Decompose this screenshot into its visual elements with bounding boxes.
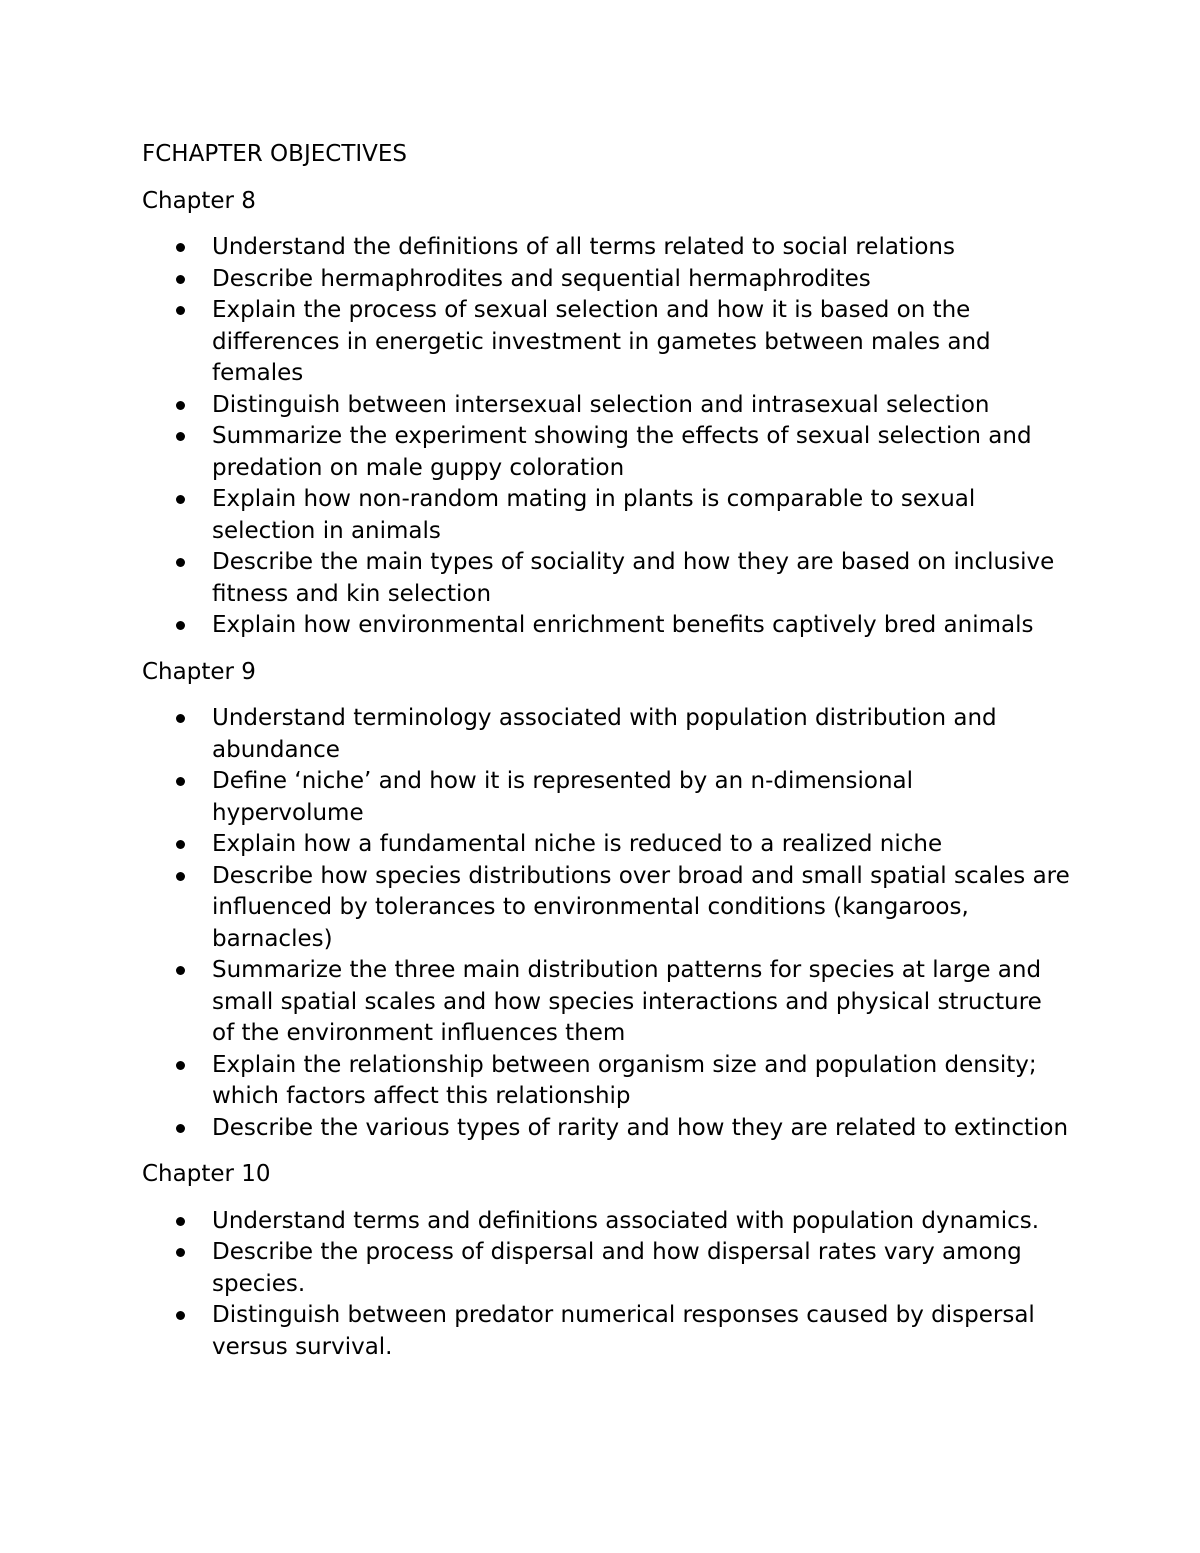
objective-item bbox=[212, 390, 1070, 422]
objectives-list bbox=[142, 703, 1070, 1144]
bullet-icon bbox=[176, 243, 185, 252]
objective-item bbox=[212, 766, 1070, 829]
objective-text: Describe the various types of rarity and how they are related to extinction bbox=[212, 1114, 1069, 1141]
objective-item bbox=[212, 1206, 1070, 1238]
objective-item bbox=[212, 610, 1070, 642]
bullet-icon bbox=[176, 872, 185, 881]
objective-text: Explain how a fundamental niche is reduced to a realized niche bbox=[212, 831, 943, 857]
bullet-icon bbox=[176, 401, 185, 410]
objective-item bbox=[212, 264, 1070, 296]
objective-item bbox=[212, 955, 1070, 1050]
bullet-icon bbox=[176, 306, 185, 315]
chapter-heading: Chapter 8 bbox=[142, 187, 256, 214]
objective-text: Explain how environmental enrichment benefits captively bred animals bbox=[212, 612, 1034, 638]
bullet-icon bbox=[176, 558, 185, 567]
objective-text: Describe how species distributions over broad and small spatial scales are influenced by tolerances to environmental conditions (kangaroos, barnacles) bbox=[212, 862, 1070, 952]
chapter-heading: Chapter 10 bbox=[142, 1161, 271, 1187]
objective-text: Explain the process of sexual selection and how it is based on the differences in energetic investment in gametes between males and females bbox=[212, 297, 991, 386]
objectives-list bbox=[142, 1206, 1070, 1364]
objective-text: Explain the relationship between organism size and population density; which factors affect this relationship bbox=[212, 1051, 1037, 1109]
objective-item bbox=[212, 1113, 1070, 1145]
objective-item bbox=[212, 295, 1070, 390]
objective-text: Summarize the experiment showing the effects of sexual selection and predation on male guppy coloration bbox=[212, 423, 1032, 481]
chapter-heading: Chapter 9 bbox=[142, 658, 256, 685]
bullet-icon bbox=[176, 966, 185, 975]
objective-item bbox=[212, 1300, 1070, 1363]
objective-text: Describe the main types of sociality and how they are based on inclusive fitness and kin selection bbox=[212, 549, 1055, 607]
bullet-icon bbox=[176, 495, 185, 504]
bullet-icon bbox=[176, 432, 185, 441]
bullet-icon bbox=[176, 714, 185, 723]
objective-item bbox=[212, 1237, 1070, 1300]
objective-item bbox=[212, 861, 1070, 956]
bullet-icon bbox=[176, 777, 185, 786]
objective-item bbox=[212, 547, 1070, 610]
objective-text: Understand terminology associated with population distribution and abundance bbox=[212, 705, 997, 763]
bullet-icon bbox=[176, 1061, 185, 1070]
objective-item bbox=[212, 703, 1070, 766]
bullet-icon bbox=[176, 1217, 185, 1226]
objective-text: Describe hermaphrodites and sequential hermaphrodites bbox=[212, 265, 871, 292]
objective-text: Explain how non-random mating in plants is comparable to sexual selection in animals bbox=[212, 486, 976, 544]
bullet-icon bbox=[176, 1124, 185, 1133]
objective-text: Distinguish between predator numerical responses caused by dispersal versus survival. bbox=[212, 1302, 1035, 1360]
objective-item bbox=[212, 232, 1070, 264]
objective-text: Understand the definitions of all terms related to social relations bbox=[212, 234, 955, 260]
objective-text: Define ‘niche’ and how it is represented by an n-dimensional hypervolume bbox=[212, 768, 914, 826]
objective-text: Distinguish between intersexual selection and intrasexual selection bbox=[212, 391, 990, 418]
bullet-icon bbox=[176, 275, 185, 284]
objective-item bbox=[212, 484, 1070, 547]
document-title: FCHAPTER OBJECTIVES bbox=[142, 141, 408, 167]
objective-text: Describe the process of dispersal and how dispersal rates vary among species. bbox=[212, 1239, 1022, 1297]
objective-item bbox=[212, 1050, 1070, 1113]
bullet-icon bbox=[176, 621, 185, 630]
bullet-icon bbox=[176, 1248, 185, 1257]
chapter-10-section bbox=[142, 1159, 1070, 1363]
chapter-8-section bbox=[142, 186, 1070, 642]
objective-text: Summarize the three main distribution patterns for species at large and small spatial scales and how species interactions and physical structure of the environment influences them bbox=[212, 957, 1042, 1046]
objective-item bbox=[212, 829, 1070, 861]
objective-item bbox=[212, 421, 1070, 484]
objectives-list bbox=[142, 232, 1070, 642]
bullet-icon bbox=[176, 840, 185, 849]
bullet-icon bbox=[176, 1311, 185, 1320]
objective-text: Understand terms and definitions associated with population dynamics. bbox=[212, 1207, 1040, 1234]
chapter-9-section bbox=[142, 657, 1070, 1145]
